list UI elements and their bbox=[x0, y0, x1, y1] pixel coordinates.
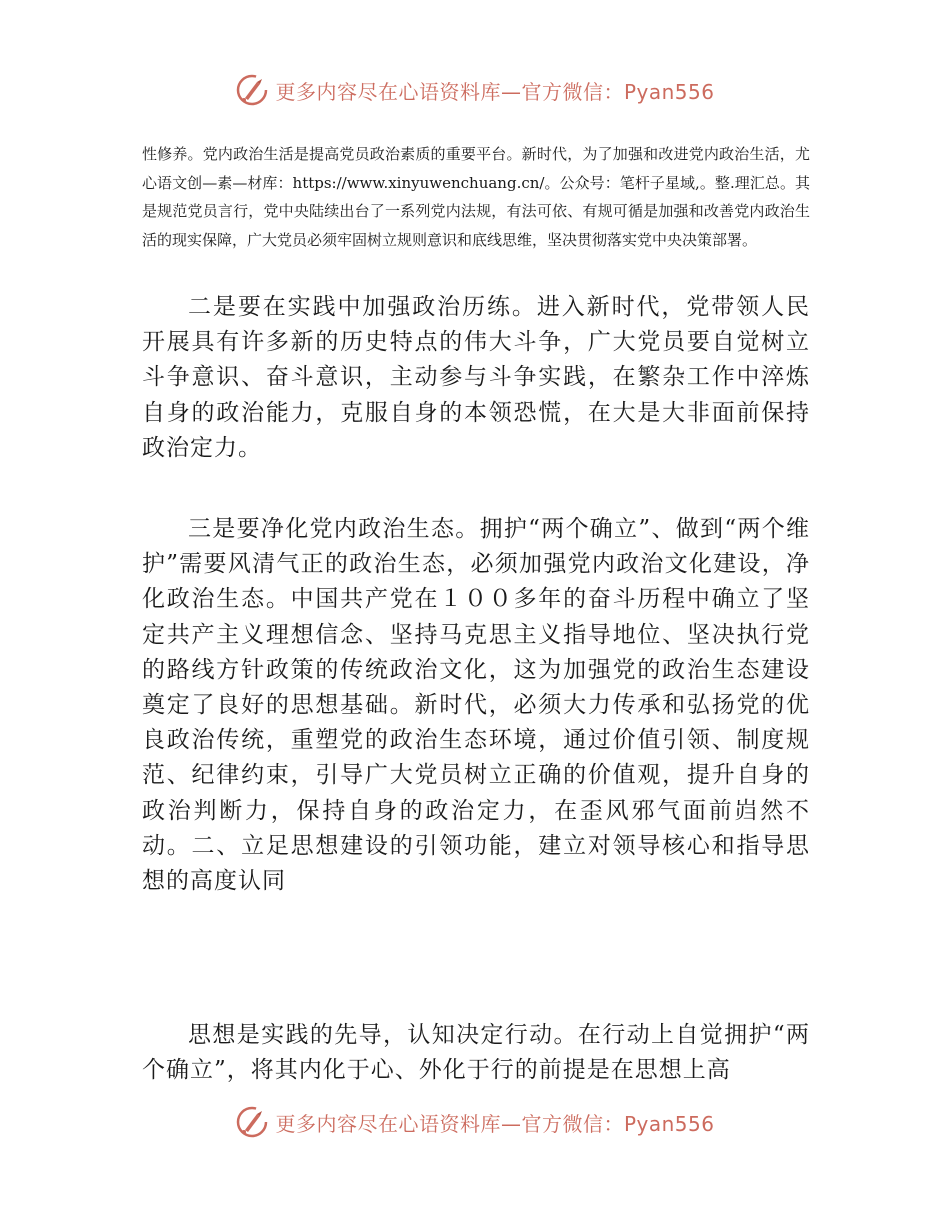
paragraph-3: 三是要净化党内政治生态。拥护“两个确立”、做到“两个维护”需要风清气正的政治生态，必须加强党内政治文化建设，净化政治生态。中国共产党在１００多年的奋斗历程中确立了坚定共产主义理想信念、坚持马克思主义指导地位、坚决执行党的路线方针政策的传统政治文化，这为加强党的政治生态建设奠定了良好的思想基础。新时代，必须大力传承和弘扬党的优良政治传统，重塑党的政治生态环境，通过价值引领、制度规范、纪律约束，引导广大党员树立正确的价值观，提升自身的政治判断力，保持自身的政治定力，在歪风邪气面前岿然不动。二、立足思想建设的引领功能，建立对领导核心和指导思想的高度认同 bbox=[142, 516, 810, 895]
paragraph-4: 思想是实践的先导，认知决定行动。在行动上自觉拥护“两个确立”，将其内化于心、外化于行的前提是在思想上高 bbox=[142, 1022, 810, 1084]
header-banner-text: 更多内容尽在心语资料库—官方微信：Pyan556 bbox=[275, 79, 715, 104]
paragraph-1: 性修养。党内政治生活是提高党员政治素质的重要平台。新时代，为了加强和改进党内政治生活，尤心语文创—素—材库：https://www.xinyuwenchuang.cn/。公众号：笔杆子星域,。整.理汇总。其是规范党员言行，党中央陆续出台了一系列党内法规，有法可依、有规可循是加强和改善党内政治生活的现实保障，广大党员必须牢固树立规则意识和底线思维，坚决贯彻落实党中央决策部署。 bbox=[142, 145, 810, 249]
footer-banner bbox=[0, 1100, 950, 1144]
footer-banner-text: 更多内容尽在心语资料库—官方微信：Pyan556 bbox=[275, 1111, 715, 1136]
paragraph-2: 二是要在实践中加强政治历练。进入新时代，党带领人民开展具有许多新的历史特点的伟大斗争，广大党员要自觉树立斗争意识、奋斗意识，主动参与斗争实践，在繁杂工作中淬炼自身的政治能力，克服自身的本领恐慌，在大是大非面前保持政治定力。 bbox=[142, 294, 810, 461]
quill-logo-icon bbox=[235, 1105, 269, 1139]
header-banner bbox=[0, 68, 950, 112]
quill-logo-icon bbox=[235, 73, 269, 107]
